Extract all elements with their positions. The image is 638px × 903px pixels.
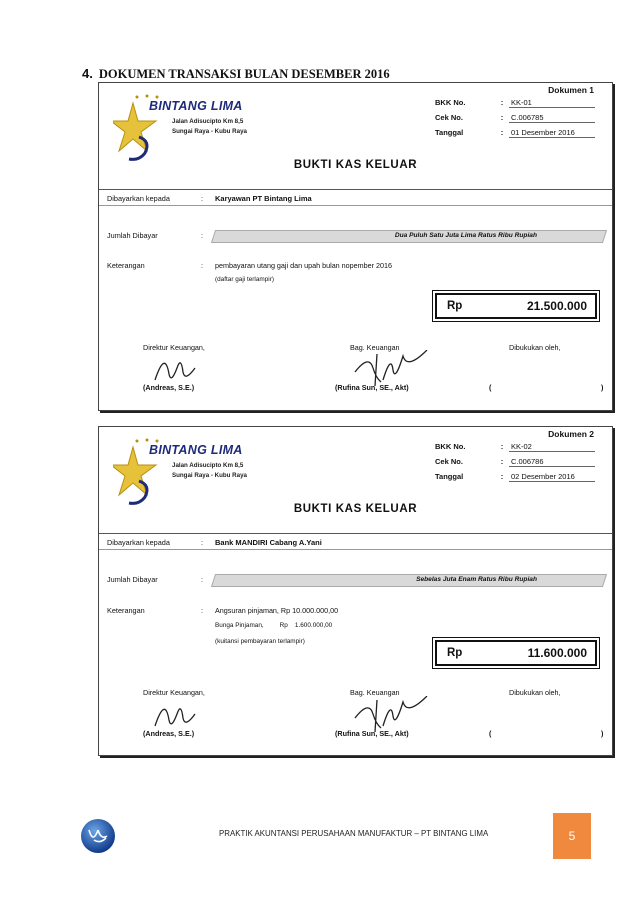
tanggal-row bbox=[435, 469, 595, 484]
divider bbox=[99, 549, 612, 550]
voucher-title: BUKTI KAS KELUAR bbox=[293, 159, 418, 171]
brand-name: BINTANG LIMA bbox=[149, 99, 243, 113]
colon: : bbox=[201, 575, 204, 584]
bag-keuangan-label: Bag. Keuangan bbox=[350, 343, 400, 352]
colon: : bbox=[201, 538, 204, 547]
address-line-1: Jalan Adisucipto Km 8,5 bbox=[172, 118, 244, 125]
open-paren: ( bbox=[489, 383, 492, 392]
dibukukan-label: Dibukukan oleh, bbox=[509, 343, 561, 352]
dibukukan-label: Dibukukan oleh, bbox=[509, 688, 561, 697]
document-label: Dokumen 1 bbox=[548, 85, 594, 95]
dibayarkan-label: Dibayarkan kepada bbox=[107, 538, 170, 547]
address-line-1: Jalan Adisucipto Km 8,5 bbox=[172, 462, 244, 469]
dibayarkan-value: Karyawan PT Bintang Lima bbox=[215, 194, 312, 203]
close-paren: ) bbox=[601, 729, 604, 738]
keterangan-label: Keterangan bbox=[107, 606, 145, 615]
address-line-2: Sungai Raya - Kubu Raya bbox=[172, 128, 247, 135]
keterangan-line-2: Bunga Pinjaman, Rp 1.600.000,00 bbox=[215, 622, 333, 629]
colon: : bbox=[500, 98, 504, 107]
bkk-value: KK-01 bbox=[509, 98, 595, 108]
currency-label: Rp bbox=[447, 647, 463, 659]
tanggal-row bbox=[435, 125, 595, 140]
keterangan-line-1: pembayaran utang gaji dan upah bulan nopember 2016 bbox=[215, 261, 393, 270]
bkk-row bbox=[435, 439, 595, 454]
voucher-meta bbox=[435, 439, 595, 484]
tanggal-value: 02 Desember 2016 bbox=[509, 472, 595, 482]
amount-box bbox=[435, 640, 597, 666]
colon: : bbox=[500, 472, 504, 481]
tanggal-label: Tanggal bbox=[435, 128, 464, 137]
rufina-name: (Rufina Sun, SE., Akt) bbox=[335, 729, 409, 738]
amount-value: 21.500.000 bbox=[526, 299, 587, 313]
divider bbox=[99, 205, 612, 206]
voucher-2 bbox=[98, 426, 613, 756]
colon: : bbox=[500, 128, 504, 137]
dibayarkan-value: Bank MANDIRI Cabang A.Yani bbox=[215, 538, 322, 547]
cek-value: C.006785 bbox=[509, 113, 595, 123]
terbilang-value: Sebelas Juta Enam Ratus Ribu Rupiah bbox=[416, 576, 537, 583]
jumlah-label: Jumlah Dibayar bbox=[107, 575, 158, 584]
direktur-label: Direktur Keuangan, bbox=[143, 343, 205, 352]
brand-name: BINTANG LIMA bbox=[149, 443, 243, 457]
address-line-2: Sungai Raya - Kubu Raya bbox=[172, 472, 247, 479]
document-label: Dokumen 2 bbox=[548, 429, 594, 439]
keterangan-line-1: Angsuran pinjaman, Rp 10.000.000,00 bbox=[215, 606, 339, 615]
colon: : bbox=[201, 231, 204, 240]
close-paren: ) bbox=[601, 383, 604, 392]
footer-emblem-icon bbox=[80, 818, 116, 854]
bag-keuangan-label: Bag. Keuangan bbox=[350, 688, 400, 697]
keterangan-line-3: (kuitansi pembayaran terlampir) bbox=[215, 638, 305, 645]
amount-value: 11.600.000 bbox=[527, 646, 587, 660]
colon: : bbox=[500, 442, 504, 451]
keterangan-label: Keterangan bbox=[107, 261, 145, 270]
direktur-label: Direktur Keuangan, bbox=[143, 688, 205, 697]
voucher-body bbox=[99, 533, 612, 755]
voucher-1 bbox=[98, 82, 613, 411]
amount-box bbox=[435, 293, 597, 319]
tanggal-value: 01 Desember 2016 bbox=[509, 128, 595, 138]
colon: : bbox=[201, 261, 204, 270]
andreas-name: (Andreas, S.E.) bbox=[143, 383, 195, 392]
andreas-name: (Andreas, S.E.) bbox=[143, 729, 195, 738]
voucher-body bbox=[99, 189, 612, 410]
section-title: DOKUMEN TRANSAKSI BULAN DESEMBER 2016 bbox=[98, 67, 390, 81]
terbilang-value: Dua Puluh Satu Juta Lima Ratus Ribu Rupiah bbox=[394, 232, 537, 239]
jumlah-label: Jumlah Dibayar bbox=[107, 231, 158, 240]
bkk-label: BKK No. bbox=[435, 442, 466, 451]
tanggal-label: Tanggal bbox=[435, 472, 464, 481]
voucher-meta bbox=[435, 95, 595, 140]
colon: : bbox=[500, 113, 504, 122]
dibayarkan-label: Dibayarkan kepada bbox=[107, 194, 170, 203]
cek-label: Cek No. bbox=[435, 457, 463, 466]
keterangan-line-2: (daftar gaji terlampir) bbox=[215, 276, 274, 283]
colon: : bbox=[201, 606, 204, 615]
bkk-row bbox=[435, 95, 595, 110]
cek-label: Cek No. bbox=[435, 113, 463, 122]
cek-row bbox=[435, 454, 595, 469]
bkk-label: BKK No. bbox=[435, 98, 466, 107]
colon: : bbox=[201, 194, 204, 203]
cek-value: C.006786 bbox=[509, 457, 595, 467]
footer-text: PRAKTIK AKUNTANSI PERUSAHAAN MANUFAKTUR – PT BINTANG LIMA bbox=[219, 829, 489, 838]
currency-label: Rp bbox=[447, 300, 463, 312]
bkk-value: KK-02 bbox=[509, 442, 595, 452]
section-number: 4. bbox=[82, 66, 93, 81]
rufina-name: (Rufina Sun, SE., Akt) bbox=[335, 383, 409, 392]
section-heading bbox=[82, 66, 390, 82]
colon: : bbox=[500, 457, 504, 466]
page-number: 5 bbox=[553, 813, 591, 859]
voucher-title: BUKTI KAS KELUAR bbox=[293, 503, 418, 515]
cek-row bbox=[435, 110, 595, 125]
open-paren: ( bbox=[489, 729, 492, 738]
